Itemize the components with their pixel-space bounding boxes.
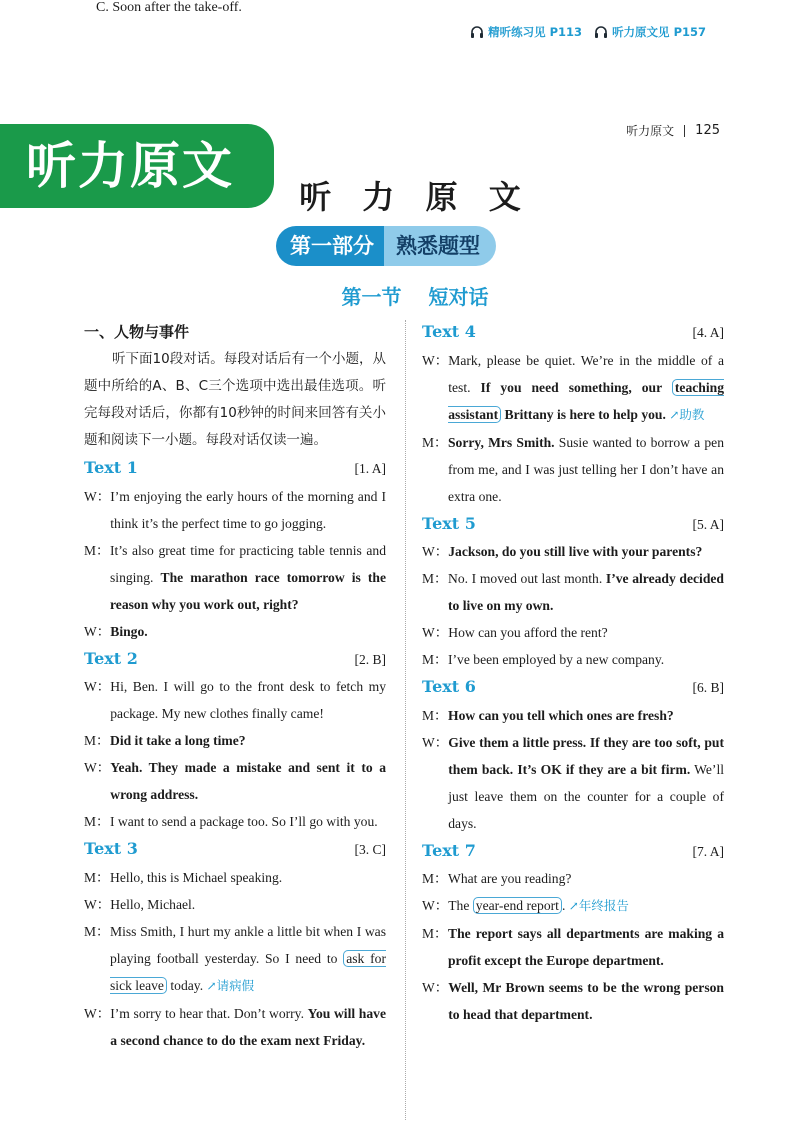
dialogue-line [84, 537, 386, 618]
annotation-arrow-icon: ↗ [669, 407, 680, 422]
dialogue-line [422, 429, 724, 510]
utterance-part: . [561, 898, 566, 913]
utterance-part: No. I moved out last month. [448, 571, 606, 586]
chapter-banner: 听力原文 [0, 124, 274, 208]
speaker: M： [422, 871, 448, 886]
speaker: M： [422, 434, 448, 450]
speaker: W： [84, 623, 111, 639]
utterance: Hello, this is Michael speaking. [110, 869, 283, 885]
speaker: M： [422, 652, 448, 667]
utterance [110, 918, 386, 1000]
key-sentence: Brittany is here to help you. [501, 406, 666, 422]
annotation-arrow-icon: ↗ [568, 899, 579, 913]
speaker: W： [84, 1005, 111, 1021]
headphones-icon [470, 26, 484, 38]
utterance [110, 537, 386, 618]
header-section: 听力原文 [626, 124, 675, 138]
text6-header [422, 673, 724, 702]
utterance: Hi, Ben. I will go to the front desk to fetch my package. My new clothes finally came! [110, 679, 386, 721]
highlighted-phrase: ask for sick leave [110, 950, 386, 993]
dialogue-line [84, 808, 386, 835]
key-sentence: Well, Mr Brown seems to be the wrong person to head that department. [448, 980, 724, 1022]
text4-header [422, 318, 724, 347]
utterance-part: Mark, please be quiet. We’re in the middle of a test. [448, 352, 724, 395]
dialogue-line [84, 618, 386, 645]
part-badge [276, 226, 496, 266]
key-sentence: Yeah. They made a mistake and sent it to a wrong address. [110, 760, 386, 802]
key-sentence: Give them a little press. If they are too soft, put them back. It’s OK if they are a bit firm. [448, 734, 724, 777]
speaker: M： [84, 733, 110, 748]
dialogue-line [422, 538, 724, 565]
page-title: 听 力 原 文 [299, 178, 531, 216]
transcript-ref-label: 听力原文见 P157 [612, 25, 706, 39]
text7-answer: [7. A] [692, 843, 724, 859]
part-name: 熟悉题型 [384, 226, 496, 266]
text1-header [84, 454, 386, 483]
transcript-ref[interactable] [594, 24, 706, 40]
dialogue-line [422, 974, 724, 1028]
speaker: M： [84, 869, 110, 885]
text3-title: Text 3 [84, 839, 138, 858]
dialogue-line [422, 619, 724, 646]
text1-answer: [1. A] [354, 461, 386, 476]
text5-title: Text 5 [422, 513, 476, 533]
speaker: W： [422, 898, 449, 913]
dialogue-line [422, 646, 724, 673]
speaker: W： [84, 760, 111, 775]
key-sentence: Jackson, do you still live with your parents? [448, 544, 703, 559]
key-sentence: The marathon race tomorrow is the reason why you work out, right? [110, 569, 387, 612]
utterance [448, 429, 724, 510]
annotation-arrow-icon: ↗ [206, 978, 217, 993]
dialogue-line [84, 483, 386, 537]
dialogue-line [84, 1000, 386, 1054]
text2-title: Text 2 [84, 648, 138, 668]
right-column [422, 318, 724, 1028]
speaker: M： [422, 707, 448, 723]
running-header [626, 122, 720, 139]
practice-ref[interactable] [470, 24, 582, 40]
dialogue-line [422, 892, 724, 920]
utterance: What are you reading? [448, 871, 572, 886]
text4-title: Text 4 [422, 322, 476, 341]
page-number: 125 [695, 123, 720, 138]
speaker: W： [84, 896, 111, 912]
speaker: M： [422, 571, 448, 586]
text2-answer: [2. B] [354, 651, 386, 667]
speaker: M： [422, 926, 448, 941]
previous-option-line: C. Soon after the take-off. [96, 0, 242, 15]
utterance: How can you afford the rent? [448, 625, 608, 640]
dialogue-line [422, 920, 724, 974]
text4-answer: [4. A] [692, 325, 724, 340]
text5-header [422, 510, 724, 539]
highlighted-phrase: year-end report [473, 897, 562, 914]
utterance-part: The [448, 898, 473, 913]
instructions-text: 听下面10段对话。每段对话后有一个小题，从题中所给的A、B、C三个选项中选出最佳选项。听完每段对话后，你都有10秒钟的时间来回答有关小题和阅读下一小题。每段对话仅读一遍。 [84, 351, 386, 448]
text3-answer: [3. C] [354, 842, 386, 857]
key-sentence: Did it take a long time? [110, 733, 246, 748]
utterance [448, 729, 724, 837]
text7-title: Text 7 [422, 840, 476, 860]
instructions [84, 346, 386, 454]
speaker: W： [422, 734, 449, 750]
dialogue-line [422, 347, 724, 429]
utterance-part: I’m sorry to hear that. Don’t worry. [110, 1005, 308, 1021]
utterance-part: It’s also great time for practicing table tennis and singing. [110, 542, 386, 585]
utterance: Hello, Michael. [110, 896, 196, 912]
handwritten-note: 年终报告 [578, 898, 629, 913]
dialogue-line [422, 729, 724, 837]
speaker: W： [422, 980, 449, 995]
key-sentence: Bingo. [110, 623, 148, 639]
text2-header [84, 645, 386, 674]
utterance [448, 892, 724, 920]
left-column [84, 318, 386, 1054]
utterance [448, 347, 724, 429]
utterance-part: today. [166, 977, 204, 993]
utterance [110, 1000, 386, 1054]
column-divider [405, 320, 406, 1120]
dialogue-line [84, 754, 386, 808]
key-sentence: You will have a second chance to do the exam next Friday. [110, 1005, 386, 1048]
text6-answer: [6. B] [692, 680, 724, 695]
text6-title: Text 6 [422, 677, 476, 696]
text7-header [422, 837, 724, 866]
speaker: W： [422, 352, 449, 368]
utterance [448, 565, 724, 619]
dialogue-line [84, 727, 386, 754]
highlighted-phrase: teaching assistant [448, 379, 724, 422]
headphones-icon [594, 26, 608, 38]
handwritten-note: 请病假 [216, 977, 255, 993]
text3-header [84, 835, 386, 864]
key-sentence: I’ve already decided to live on my own. [448, 571, 724, 613]
speaker: M： [84, 814, 110, 829]
part-number: 第一部分 [276, 226, 384, 266]
text5-answer: [5. A] [692, 516, 724, 532]
key-sentence: How can you tell which ones are fresh? [448, 707, 674, 723]
utterance-part: Susie wanted to borrow a pen from me, and I was just telling her I don’t have an extra one. [448, 434, 724, 504]
utterance-part: Miss Smith, I hurt my ankle a little bit when I was playing football yesterday. So I need to [110, 923, 386, 966]
header-separator [684, 125, 685, 137]
speaker: W： [84, 488, 111, 504]
reference-links [470, 24, 706, 40]
utterance-part: We’ll just leave them on the counter for a couple of days. [448, 761, 724, 831]
speaker: M： [84, 923, 110, 939]
practice-ref-label: 精听练习见 P113 [488, 25, 583, 39]
speaker: W： [422, 544, 449, 559]
speaker: M： [84, 542, 110, 558]
dialogue-line [84, 864, 386, 891]
dialogue-line [84, 673, 386, 727]
dialogue-line [422, 702, 724, 729]
key-sentence: The report says all departments are making a profit except the Europe department. [448, 926, 724, 968]
key-sentence: If you need something, our [480, 379, 672, 395]
utterance: I want to send a package too. So I’ll go with you. [110, 814, 378, 829]
speaker: W： [84, 679, 111, 694]
section-number: 第一节 [341, 285, 402, 309]
section-name: 短对话 [428, 285, 489, 309]
speaker: W： [422, 625, 449, 640]
dialogue-line [422, 565, 724, 619]
utterance: I’m enjoying the early hours of the morning and I think it’s the perfect time to go jogging. [110, 488, 386, 531]
handwritten-note: 助教 [679, 406, 705, 422]
category-heading: 一、人物与事件 [84, 323, 190, 341]
dialogue-line [84, 918, 386, 1000]
key-sentence: Sorry, Mrs Smith. [448, 434, 555, 450]
dialogue-line [84, 891, 386, 918]
dialogue-line [422, 865, 724, 892]
text1-title: Text 1 [84, 458, 138, 477]
utterance: I’ve been employed by a new company. [448, 652, 665, 667]
section-title [0, 281, 790, 310]
